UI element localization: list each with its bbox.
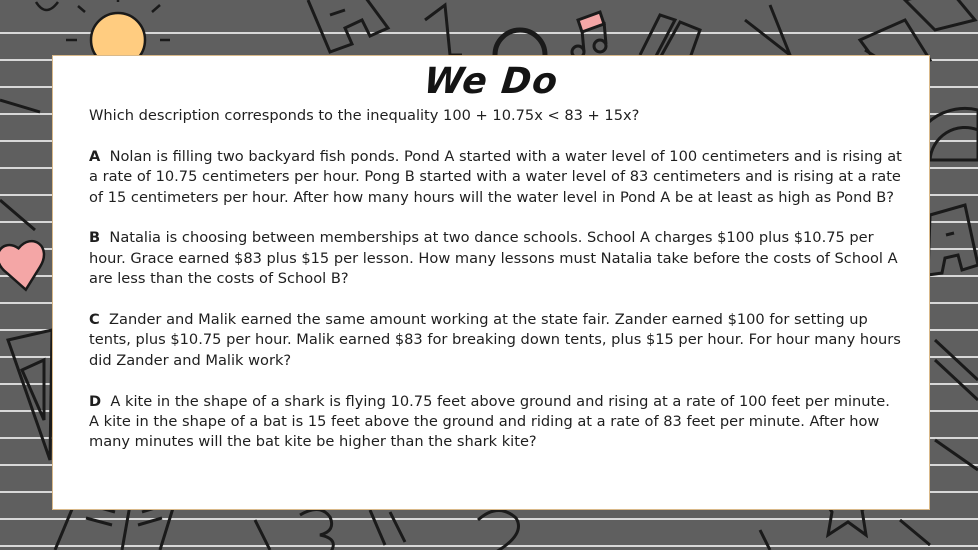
option-text: A kite in the shape of a shark is flying 10.75 feet above ground and rising at a rate of 100 feet per minute. A kite in the shape of a bat is 15 feet above the ground and riding at a rate of 83 feet per minute. After how many minutes will the bat kite be higher than the shark kite? xyxy=(89,392,890,451)
option-letter: A xyxy=(89,147,101,165)
number-one-icon xyxy=(425,5,462,55)
option-text: Natalia is choosing between memberships at two dance schools. School A charges $100 plus $10.75 per hour. Grace earned $83 plus $15 per lesson. How many lessons must Natalia take before the costs of School A are less than the costs of School B? xyxy=(89,229,898,288)
slide-title: We Do xyxy=(421,61,561,102)
option-a xyxy=(89,147,903,208)
books-icon xyxy=(640,15,700,58)
triangle-ruler-icon xyxy=(8,330,52,460)
option-d xyxy=(89,392,903,453)
triangle-ruler-icon xyxy=(935,340,978,470)
question-content xyxy=(89,106,903,453)
question-text: Which description corresponds to the inequality 100 + 10.75x < 83 + 15x? xyxy=(89,107,640,124)
option-letter: C xyxy=(89,311,100,329)
option-c xyxy=(89,310,903,371)
question-card xyxy=(52,55,930,510)
number-two-icon xyxy=(478,510,530,550)
pencil-icon xyxy=(0,100,40,230)
ruler-icon xyxy=(745,5,790,55)
music-note-icon xyxy=(572,12,606,58)
option-b xyxy=(89,228,903,289)
heart-icon xyxy=(0,239,50,293)
option-letter: D xyxy=(89,392,102,410)
option-letter: B xyxy=(89,229,101,247)
letter-a-icon xyxy=(308,0,388,52)
option-text: Nolan is filling two backyard fish ponds. Pond A started with a water level of 100 centimeters and is rising at a rate of 10.75 centimeters per hour. Pong B started with a water level of 83 centimeters and is rising at a rate of 15 centimeters per hour. After how many hours will the water level in Pond A be at least as high as Pond B? xyxy=(89,147,902,206)
letter-a-icon xyxy=(928,205,978,275)
option-text: Zander and Malik earned the same amount working at the state fair. Zander earned $100 for setting up tents, plus $10.75 per hour. Malik earned $83 for breaking down tents, plus $15 per hour. For hour many hours did Zander and Malik work? xyxy=(89,311,901,369)
swirl-icon xyxy=(36,2,58,10)
number-three-icon xyxy=(300,509,333,550)
